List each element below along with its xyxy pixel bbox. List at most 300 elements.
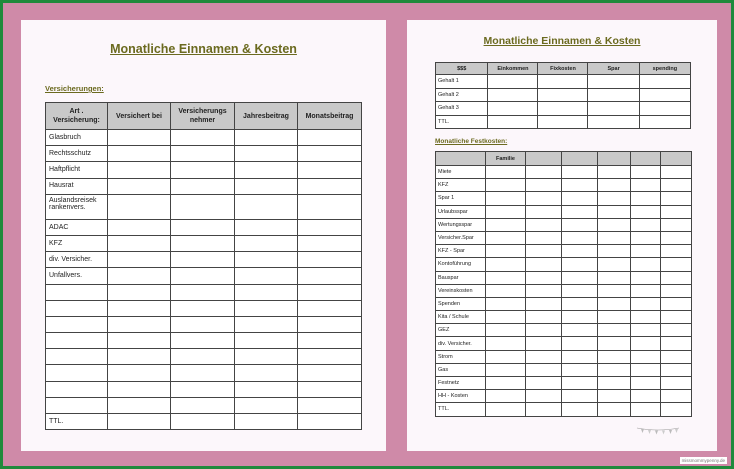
table-row — [436, 271, 692, 284]
row-label: Kontoführung — [436, 258, 486, 271]
table-cell — [526, 258, 562, 271]
table-cell — [526, 350, 562, 363]
table-row — [436, 75, 691, 89]
table-cell — [598, 363, 631, 376]
table-cell — [171, 316, 235, 332]
row-label: div. Versicher. — [46, 252, 108, 268]
table-header-row — [436, 63, 691, 75]
table-row — [436, 284, 692, 297]
table-cell — [486, 179, 526, 192]
table-cell — [298, 235, 362, 251]
table-cell — [488, 88, 538, 102]
table-cell — [631, 205, 661, 218]
table-cell — [108, 316, 171, 332]
table-cell — [661, 179, 692, 192]
table-cell — [298, 252, 362, 268]
row-label: Gas — [436, 363, 486, 376]
table-row — [46, 219, 362, 235]
table-cell — [526, 205, 562, 218]
table-cell — [562, 377, 598, 390]
income-table — [435, 62, 691, 129]
table-cell — [562, 218, 598, 231]
table-cell — [486, 311, 526, 324]
table-cell — [108, 365, 171, 381]
table-cell — [562, 337, 598, 350]
row-label — [46, 365, 108, 381]
table-cell — [235, 130, 298, 146]
table-cell — [631, 284, 661, 297]
table-cell — [108, 219, 171, 235]
table-cell — [171, 365, 235, 381]
table-row — [46, 162, 362, 178]
table-cell — [631, 166, 661, 179]
column-header — [436, 152, 486, 166]
table-cell — [526, 363, 562, 376]
table-row — [436, 245, 692, 258]
table-cell — [562, 363, 598, 376]
table-row — [46, 381, 362, 397]
row-label: GEZ — [436, 324, 486, 337]
table-cell — [298, 268, 362, 284]
table-cell — [631, 390, 661, 403]
table-cell — [562, 231, 598, 244]
table-cell — [631, 311, 661, 324]
table-cell — [235, 365, 298, 381]
table-cell — [235, 397, 298, 413]
column-header — [661, 152, 692, 166]
table-cell — [598, 258, 631, 271]
table-cell — [661, 390, 692, 403]
row-label: Vereinskosten — [436, 284, 486, 297]
table-cell — [598, 231, 631, 244]
table-row — [436, 350, 692, 363]
table-cell — [171, 414, 235, 430]
table-row — [46, 130, 362, 146]
table-cell — [562, 324, 598, 337]
page-frame — [3, 3, 731, 466]
row-label: Gehalt 3 — [436, 102, 488, 116]
table-header-row — [436, 152, 692, 166]
column-header: Monatsbeitrag — [298, 103, 362, 130]
table-row — [436, 115, 691, 129]
table-row — [436, 324, 692, 337]
table-cell — [598, 166, 631, 179]
table-cell — [486, 166, 526, 179]
table-cell — [298, 381, 362, 397]
table-cell — [631, 297, 661, 310]
table-row — [436, 390, 692, 403]
table-cell — [171, 178, 235, 194]
row-label: Gehalt 2 — [436, 88, 488, 102]
row-label — [46, 333, 108, 349]
page-title: Monatliche Einnamen & Kosten — [483, 35, 641, 47]
table-cell — [235, 219, 298, 235]
table-cell — [661, 337, 692, 350]
table-cell — [631, 271, 661, 284]
table-cell — [631, 258, 661, 271]
table-cell — [639, 75, 690, 89]
table-cell — [298, 130, 362, 146]
table-cell — [562, 179, 598, 192]
table-cell — [108, 162, 171, 178]
left-page — [21, 20, 386, 451]
table-cell — [298, 397, 362, 413]
page-title: Monatliche Einnamen & Kosten — [110, 42, 297, 56]
table-cell — [661, 311, 692, 324]
row-label — [46, 397, 108, 413]
table-cell — [171, 130, 235, 146]
row-label: TTL. — [436, 403, 486, 416]
table-cell — [171, 252, 235, 268]
column-header: Fixkosten — [538, 63, 588, 75]
table-cell — [486, 297, 526, 310]
row-label: Auslandsreisek rankenvers. — [46, 194, 108, 219]
table-cell — [298, 146, 362, 162]
table-cell — [486, 205, 526, 218]
table-cell — [526, 403, 562, 416]
table-cell — [526, 166, 562, 179]
column-header: Versicherungs nehmer — [171, 103, 235, 130]
table-cell — [108, 130, 171, 146]
table-cell — [661, 297, 692, 310]
table-cell — [562, 350, 598, 363]
column-header — [598, 152, 631, 166]
right-page — [407, 20, 717, 451]
table-cell — [588, 75, 639, 89]
bunting-logo-icon — [635, 426, 681, 436]
table-cell — [298, 194, 362, 219]
table-cell — [108, 268, 171, 284]
column-header: spending — [639, 63, 690, 75]
table-cell — [235, 146, 298, 162]
table-cell — [171, 146, 235, 162]
table-cell — [235, 162, 298, 178]
table-cell — [526, 377, 562, 390]
table-cell — [235, 349, 298, 365]
table-cell — [526, 324, 562, 337]
table-row — [46, 397, 362, 413]
table-cell — [631, 179, 661, 192]
row-label: Spar 1 — [436, 192, 486, 205]
column-header: $$$ — [436, 63, 488, 75]
table-cell — [661, 192, 692, 205]
row-label — [46, 349, 108, 365]
table-cell — [486, 258, 526, 271]
row-label: Strom — [436, 350, 486, 363]
table-cell — [235, 316, 298, 332]
table-cell — [526, 271, 562, 284]
row-label: Festnetz — [436, 377, 486, 390]
table-cell — [298, 219, 362, 235]
table-cell — [298, 333, 362, 349]
table-row — [46, 365, 362, 381]
row-label: div. Versicher. — [436, 337, 486, 350]
table-cell — [486, 192, 526, 205]
table-cell — [488, 75, 538, 89]
table-cell — [171, 268, 235, 284]
table-row — [46, 316, 362, 332]
row-label: Kita / Schule — [436, 311, 486, 324]
table-cell — [598, 218, 631, 231]
table-cell — [235, 381, 298, 397]
table-cell — [235, 268, 298, 284]
row-label: Hausrat — [46, 178, 108, 194]
row-label: Glasbruch — [46, 130, 108, 146]
table-cell — [526, 390, 562, 403]
table-cell — [661, 218, 692, 231]
table-cell — [598, 271, 631, 284]
table-cell — [639, 88, 690, 102]
column-header: Familie — [486, 152, 526, 166]
table-cell — [486, 390, 526, 403]
column-header — [526, 152, 562, 166]
table-row — [46, 235, 362, 251]
column-header: Versichert bei — [108, 103, 171, 130]
table-cell — [108, 333, 171, 349]
column-header — [562, 152, 598, 166]
table-cell — [171, 333, 235, 349]
table-cell — [108, 397, 171, 413]
section-label-insurance: Versicherungen: — [45, 84, 104, 93]
row-label: Versicher.Spar — [436, 231, 486, 244]
table-cell — [235, 414, 298, 430]
table-cell — [661, 205, 692, 218]
row-label — [46, 381, 108, 397]
table-cell — [598, 403, 631, 416]
table-cell — [235, 235, 298, 251]
table-cell — [235, 333, 298, 349]
row-label — [46, 284, 108, 300]
table-cell — [661, 284, 692, 297]
table-cell — [526, 337, 562, 350]
table-cell — [235, 284, 298, 300]
table-cell — [486, 403, 526, 416]
table-cell — [562, 271, 598, 284]
table-cell — [598, 284, 631, 297]
table-cell — [538, 115, 588, 129]
row-label: Wertungsspar — [436, 218, 486, 231]
table-cell — [108, 381, 171, 397]
table-cell — [298, 316, 362, 332]
table-cell — [598, 311, 631, 324]
table-cell — [108, 194, 171, 219]
table-cell — [108, 252, 171, 268]
table-cell — [661, 258, 692, 271]
table-cell — [631, 377, 661, 390]
table-cell — [298, 284, 362, 300]
table-cell — [108, 235, 171, 251]
table-cell — [108, 146, 171, 162]
table-cell — [562, 245, 598, 258]
table-cell — [598, 350, 631, 363]
table-cell — [171, 194, 235, 219]
table-cell — [562, 166, 598, 179]
column-header — [631, 152, 661, 166]
table-cell — [598, 337, 631, 350]
table-row — [46, 284, 362, 300]
table-cell — [588, 102, 639, 116]
table-cell — [631, 403, 661, 416]
table-cell — [526, 297, 562, 310]
table-cell — [171, 284, 235, 300]
table-cell — [298, 414, 362, 430]
table-cell — [486, 377, 526, 390]
table-cell — [298, 349, 362, 365]
row-label: TTL. — [436, 115, 488, 129]
table-row — [436, 297, 692, 310]
table-cell — [298, 178, 362, 194]
table-row — [436, 102, 691, 116]
table-row — [46, 349, 362, 365]
table-cell — [235, 178, 298, 194]
row-label: Bauspar — [436, 271, 486, 284]
table-cell — [108, 284, 171, 300]
table-cell — [486, 350, 526, 363]
row-label — [46, 316, 108, 332]
column-header: Einkommen — [488, 63, 538, 75]
table-row — [46, 300, 362, 316]
table-row — [436, 403, 692, 416]
table-cell — [486, 324, 526, 337]
table-cell — [486, 284, 526, 297]
table-cell — [631, 245, 661, 258]
table-row — [46, 194, 362, 219]
table-cell — [661, 271, 692, 284]
table-header-row — [46, 103, 362, 130]
table-cell — [639, 115, 690, 129]
table-cell — [171, 300, 235, 316]
table-cell — [171, 219, 235, 235]
table-cell — [562, 311, 598, 324]
table-cell — [562, 258, 598, 271]
table-row — [436, 231, 692, 244]
table-cell — [298, 365, 362, 381]
table-cell — [639, 102, 690, 116]
table-cell — [486, 218, 526, 231]
insurance-table — [45, 102, 362, 430]
table-row — [46, 414, 362, 430]
row-label: Rechtsschutz — [46, 146, 108, 162]
table-cell — [538, 75, 588, 89]
table-cell — [486, 271, 526, 284]
table-cell — [598, 297, 631, 310]
table-cell — [488, 102, 538, 116]
table-cell — [108, 300, 171, 316]
table-row — [436, 205, 692, 218]
table-cell — [486, 337, 526, 350]
table-cell — [108, 414, 171, 430]
table-cell — [526, 231, 562, 244]
table-cell — [661, 377, 692, 390]
table-cell — [538, 102, 588, 116]
table-cell — [526, 179, 562, 192]
table-cell — [486, 245, 526, 258]
table-cell — [562, 390, 598, 403]
table-row — [46, 268, 362, 284]
table-cell — [235, 252, 298, 268]
column-header: Spar — [588, 63, 639, 75]
table-cell — [298, 300, 362, 316]
row-label: Miete — [436, 166, 486, 179]
table-row — [436, 258, 692, 271]
table-cell — [598, 245, 631, 258]
table-row — [436, 377, 692, 390]
row-label: Gehalt 1 — [436, 75, 488, 89]
table-cell — [488, 115, 538, 129]
table-cell — [562, 297, 598, 310]
table-row — [436, 88, 691, 102]
table-cell — [526, 192, 562, 205]
row-label: ADAC — [46, 219, 108, 235]
table-cell — [171, 162, 235, 178]
table-cell — [298, 162, 362, 178]
section-label-fixed-costs: Monatliche Festkosten: — [435, 138, 508, 145]
table-row — [46, 333, 362, 349]
table-row — [436, 218, 692, 231]
table-cell — [526, 218, 562, 231]
table-cell — [598, 390, 631, 403]
table-cell — [631, 218, 661, 231]
row-label — [46, 300, 108, 316]
table-row — [436, 192, 692, 205]
row-label: Spenden — [436, 297, 486, 310]
table-row — [436, 166, 692, 179]
row-label: KFZ - Spar — [436, 245, 486, 258]
table-cell — [598, 179, 631, 192]
table-cell — [171, 349, 235, 365]
column-header: Jahresbeitrag — [235, 103, 298, 130]
row-label: KFZ — [436, 179, 486, 192]
table-cell — [598, 192, 631, 205]
table-cell — [526, 311, 562, 324]
row-label: Unfallvers. — [46, 268, 108, 284]
table-cell — [631, 363, 661, 376]
table-cell — [661, 231, 692, 244]
table-cell — [562, 403, 598, 416]
table-cell — [631, 192, 661, 205]
row-label: Urlaubsspar — [436, 205, 486, 218]
table-cell — [562, 192, 598, 205]
table-cell — [235, 194, 298, 219]
table-cell — [631, 337, 661, 350]
table-cell — [661, 166, 692, 179]
table-row — [436, 179, 692, 192]
table-cell — [661, 245, 692, 258]
column-header: Art . Versicherung: — [46, 103, 108, 130]
table-cell — [598, 205, 631, 218]
table-row — [46, 252, 362, 268]
table-row — [436, 363, 692, 376]
table-cell — [235, 300, 298, 316]
row-label: Haftpflicht — [46, 162, 108, 178]
table-row — [436, 311, 692, 324]
table-cell — [631, 350, 661, 363]
table-cell — [631, 231, 661, 244]
row-label: TTL. — [46, 414, 108, 430]
footer-site-label: missmommypenny.de — [681, 458, 725, 463]
table-row — [436, 337, 692, 350]
table-cell — [526, 245, 562, 258]
table-row — [46, 178, 362, 194]
table-cell — [526, 284, 562, 297]
table-cell — [661, 363, 692, 376]
table-cell — [661, 350, 692, 363]
table-cell — [588, 88, 639, 102]
row-label: KFZ — [46, 235, 108, 251]
table-cell — [108, 349, 171, 365]
fixed-costs-table — [435, 151, 692, 417]
table-cell — [171, 235, 235, 251]
